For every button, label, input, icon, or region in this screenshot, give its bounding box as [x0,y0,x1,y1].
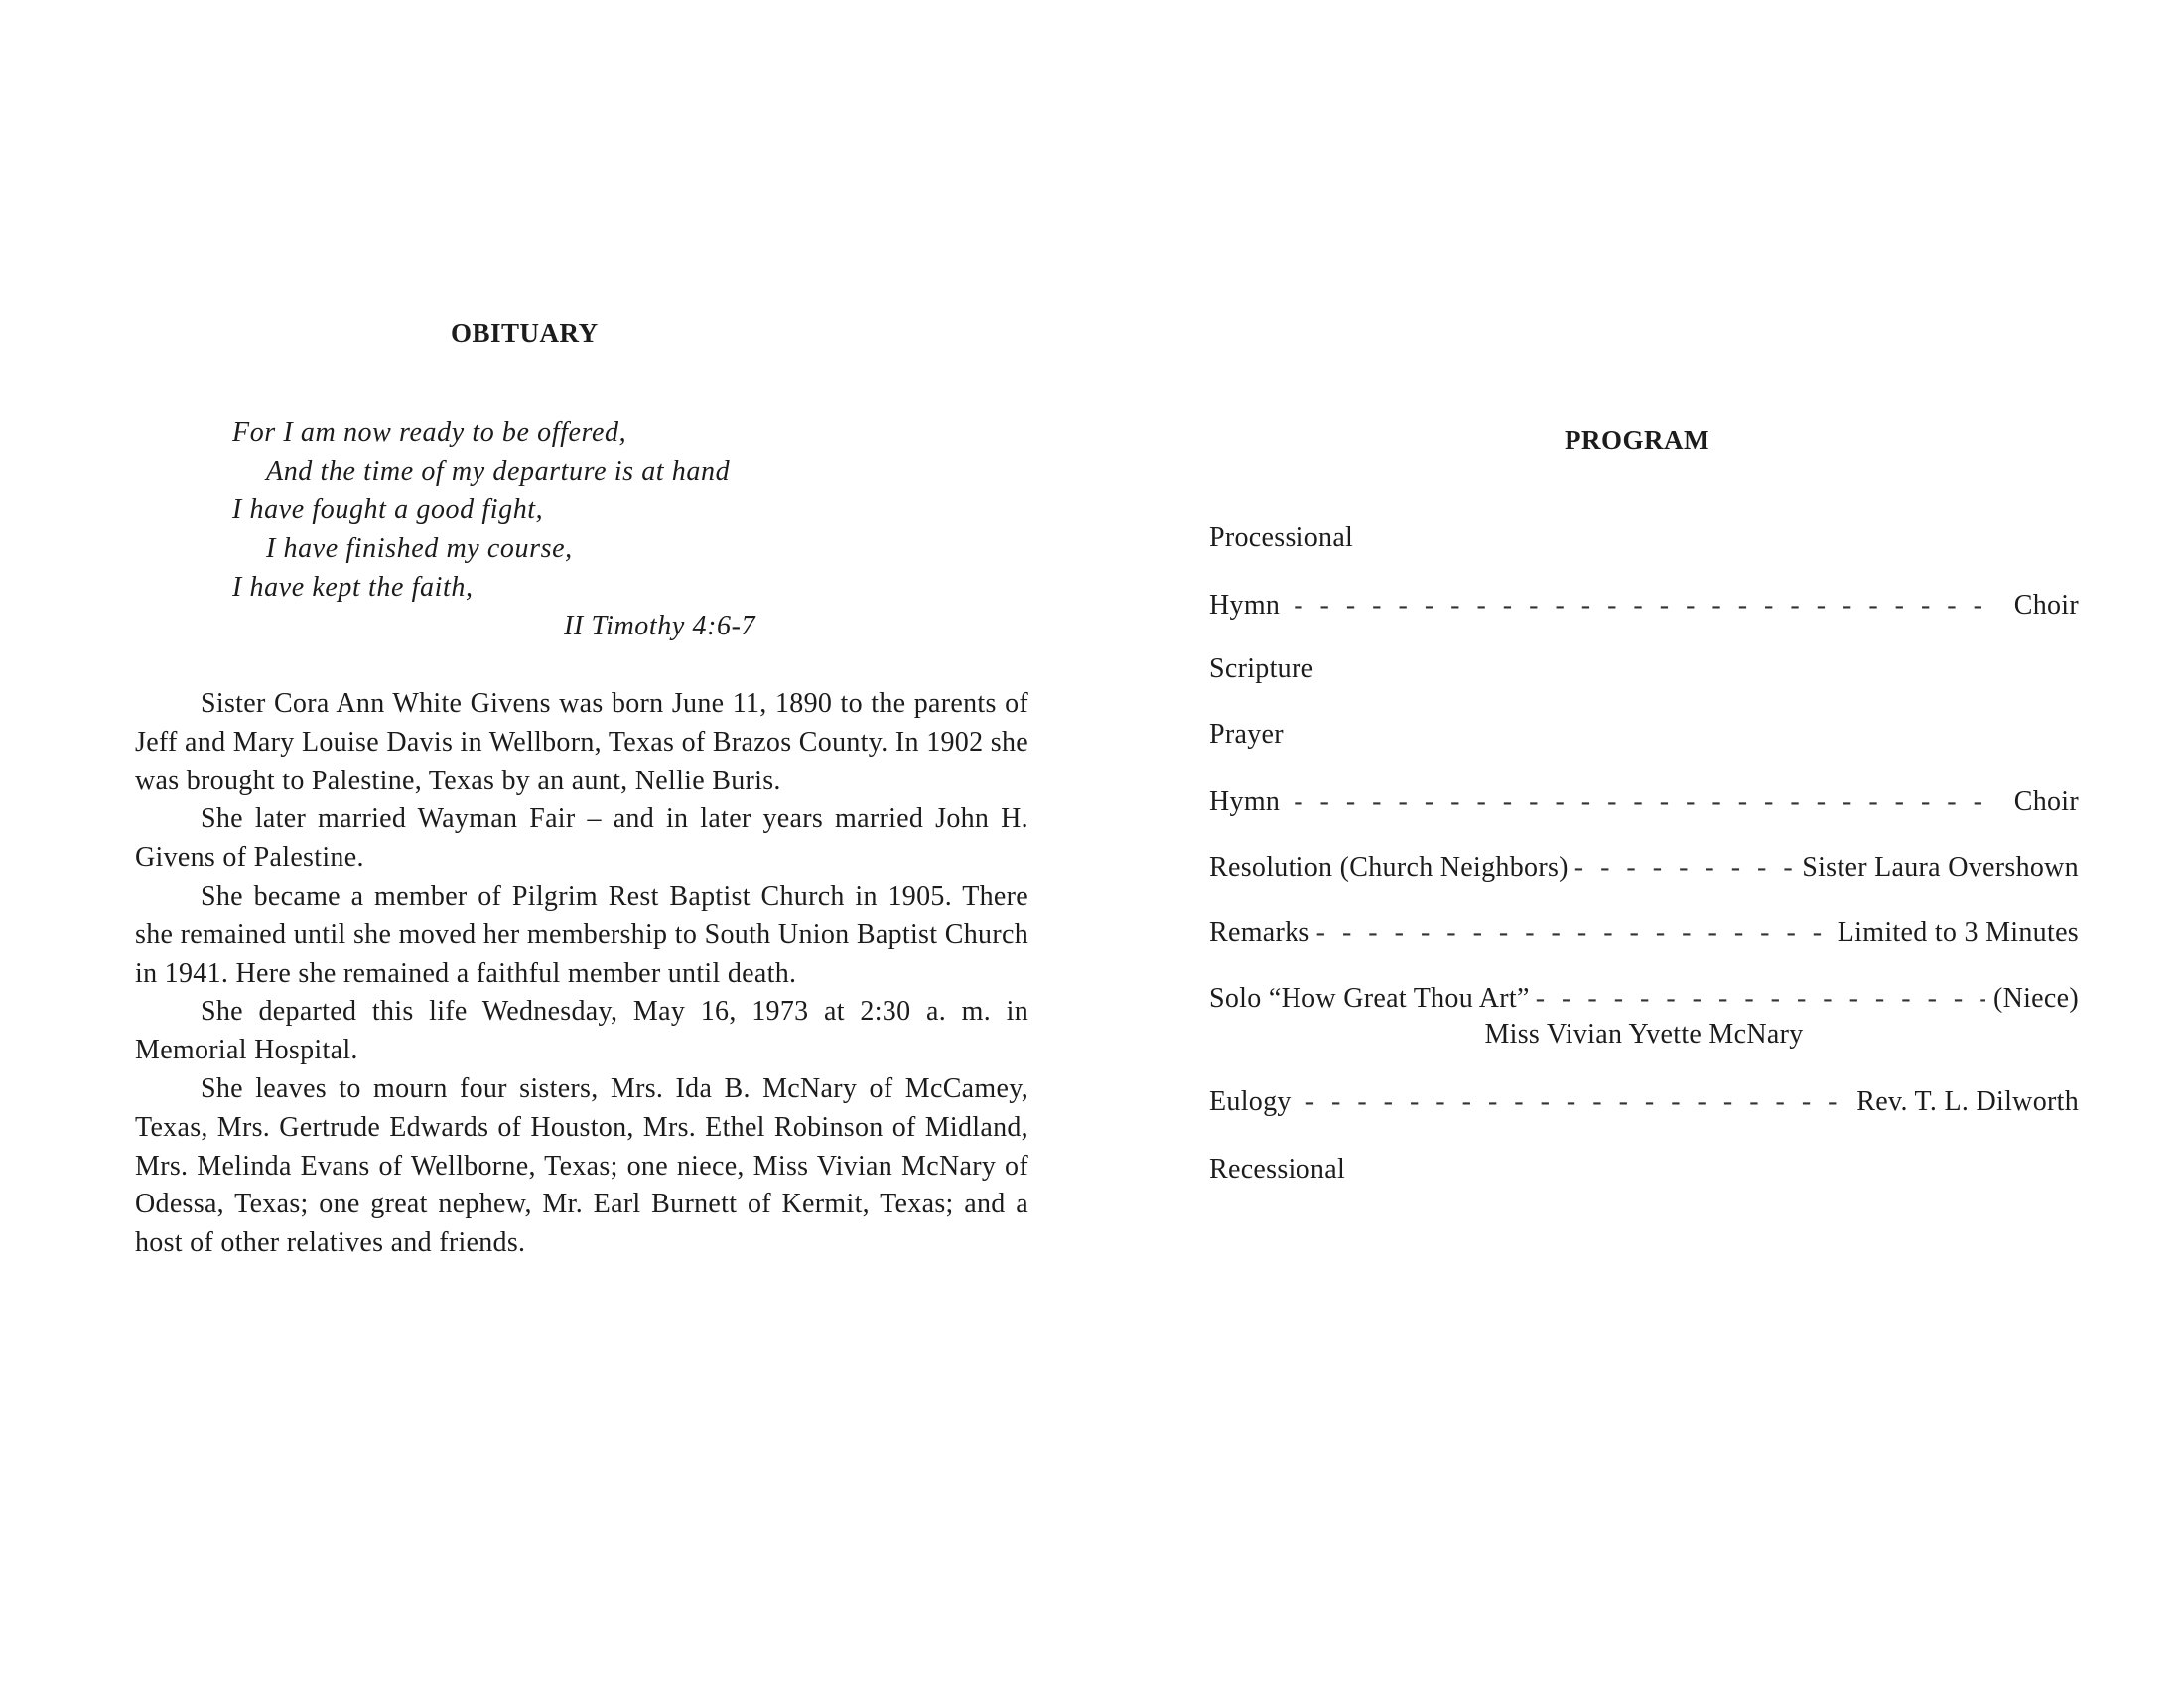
program-item-recessional [1209,1152,2079,1188]
verse-line: I have kept the faith, [232,572,474,603]
program-item-label: Prayer [1209,719,1284,750]
program-item-label: Hymn [1209,590,1281,621]
program-item-label: Eulogy [1209,1086,1292,1117]
obituary-paragraph: She departed this life Wednesday, May 16, 1973 at 2:30 a. m. in Memorial Hospital. [135,996,1028,1066]
program-item-prayer [1209,717,2079,753]
verse-reference: II Timothy 4:6-7 [564,611,756,641]
dotted-leader [1294,588,2000,624]
program-item-label: Resolution (Church Neighbors) [1209,852,1569,883]
dotted-leader [1316,915,1830,951]
program-item-label: Processional [1209,522,1354,553]
program-item-hymn-1 [1209,588,2079,624]
program-item-scripture [1209,651,2079,687]
verse-line: I have finished my course, [266,533,573,564]
obituary-paragraph: She leaves to mourn four sisters, Mrs. Ida B. McNary of McCamey, Texas, Mrs. Gertrude Edwards of Houston, Mrs. Ethel Robinson of Midland, Mrs. Melinda Evans of Wellborne, Texas; one niece, Miss Vivian McNary of Odessa, Texas; one great nephew, Mr. Earl Burnett of Kermit, Texas; and a host of other relatives and friends. [135,1072,1028,1259]
obituary-paragraph: She became a member of Pilgrim Rest Baptist Church in 1905. There she remained until she moved her membership to South Union Baptist Church in 1941. Here she remained a faithful member until death. [135,880,1028,989]
program-item-solo [1209,981,2079,1053]
program-panel [1209,0,2079,1688]
program-item-performer: Choir [2013,786,2079,817]
obituary-title: OBITUARY [451,318,599,348]
obituary-panel [135,0,1028,1688]
obituary-body [135,685,1028,1263]
program-title: PROGRAM [1565,425,1709,455]
program-item-performer: Rev. T. L. Dilworth [1856,1086,2079,1117]
verse-line: For I am now ready to be offered, [232,417,627,448]
program-item-label: Scripture [1209,653,1314,684]
program-item-eulogy [1209,1084,2079,1120]
program-item-remarks [1209,915,2079,951]
program-item-label: Hymn [1209,786,1281,817]
program-item-performer: Sister Laura Overshown [1802,852,2079,883]
dotted-leader [1536,981,1985,1017]
program-item-resolution [1209,850,2079,886]
program-item-label: Remarks [1209,917,1310,948]
dotted-leader [1574,850,1794,886]
program-item-label: Solo “How Great Thou Art” [1209,983,1530,1014]
program-item-label: Recessional [1209,1154,1346,1185]
dotted-leader [1294,784,2000,820]
scripture-verse [232,413,755,645]
obituary-paragraph: Sister Cora Ann White Givens was born June 11, 1890 to the parents of Jeff and Mary Louise Davis in Wellborn, Texas of Brazos County. In 1902 she was brought to Palestine, Texas by an aunt, Nellie Buris. [135,688,1028,796]
soloist-name: Miss Vivian Yvette McNary [1484,1019,1804,1050]
program-item-performer: Choir [2013,590,2079,621]
verse-line: And the time of my departure is at hand [266,456,731,487]
dotted-leader [1305,1084,1843,1120]
program-item-performer: (Niece) [1992,983,2079,1014]
program-item-hymn-2 [1209,784,2079,820]
program-item-performer: Limited to 3 Minutes [1837,917,2079,948]
program-item-processional [1209,520,2079,556]
verse-line: I have fought a good fight, [232,494,544,525]
obituary-paragraph: She later married Wayman Fair – and in later years married John H. Givens of Palestine. [135,803,1028,874]
